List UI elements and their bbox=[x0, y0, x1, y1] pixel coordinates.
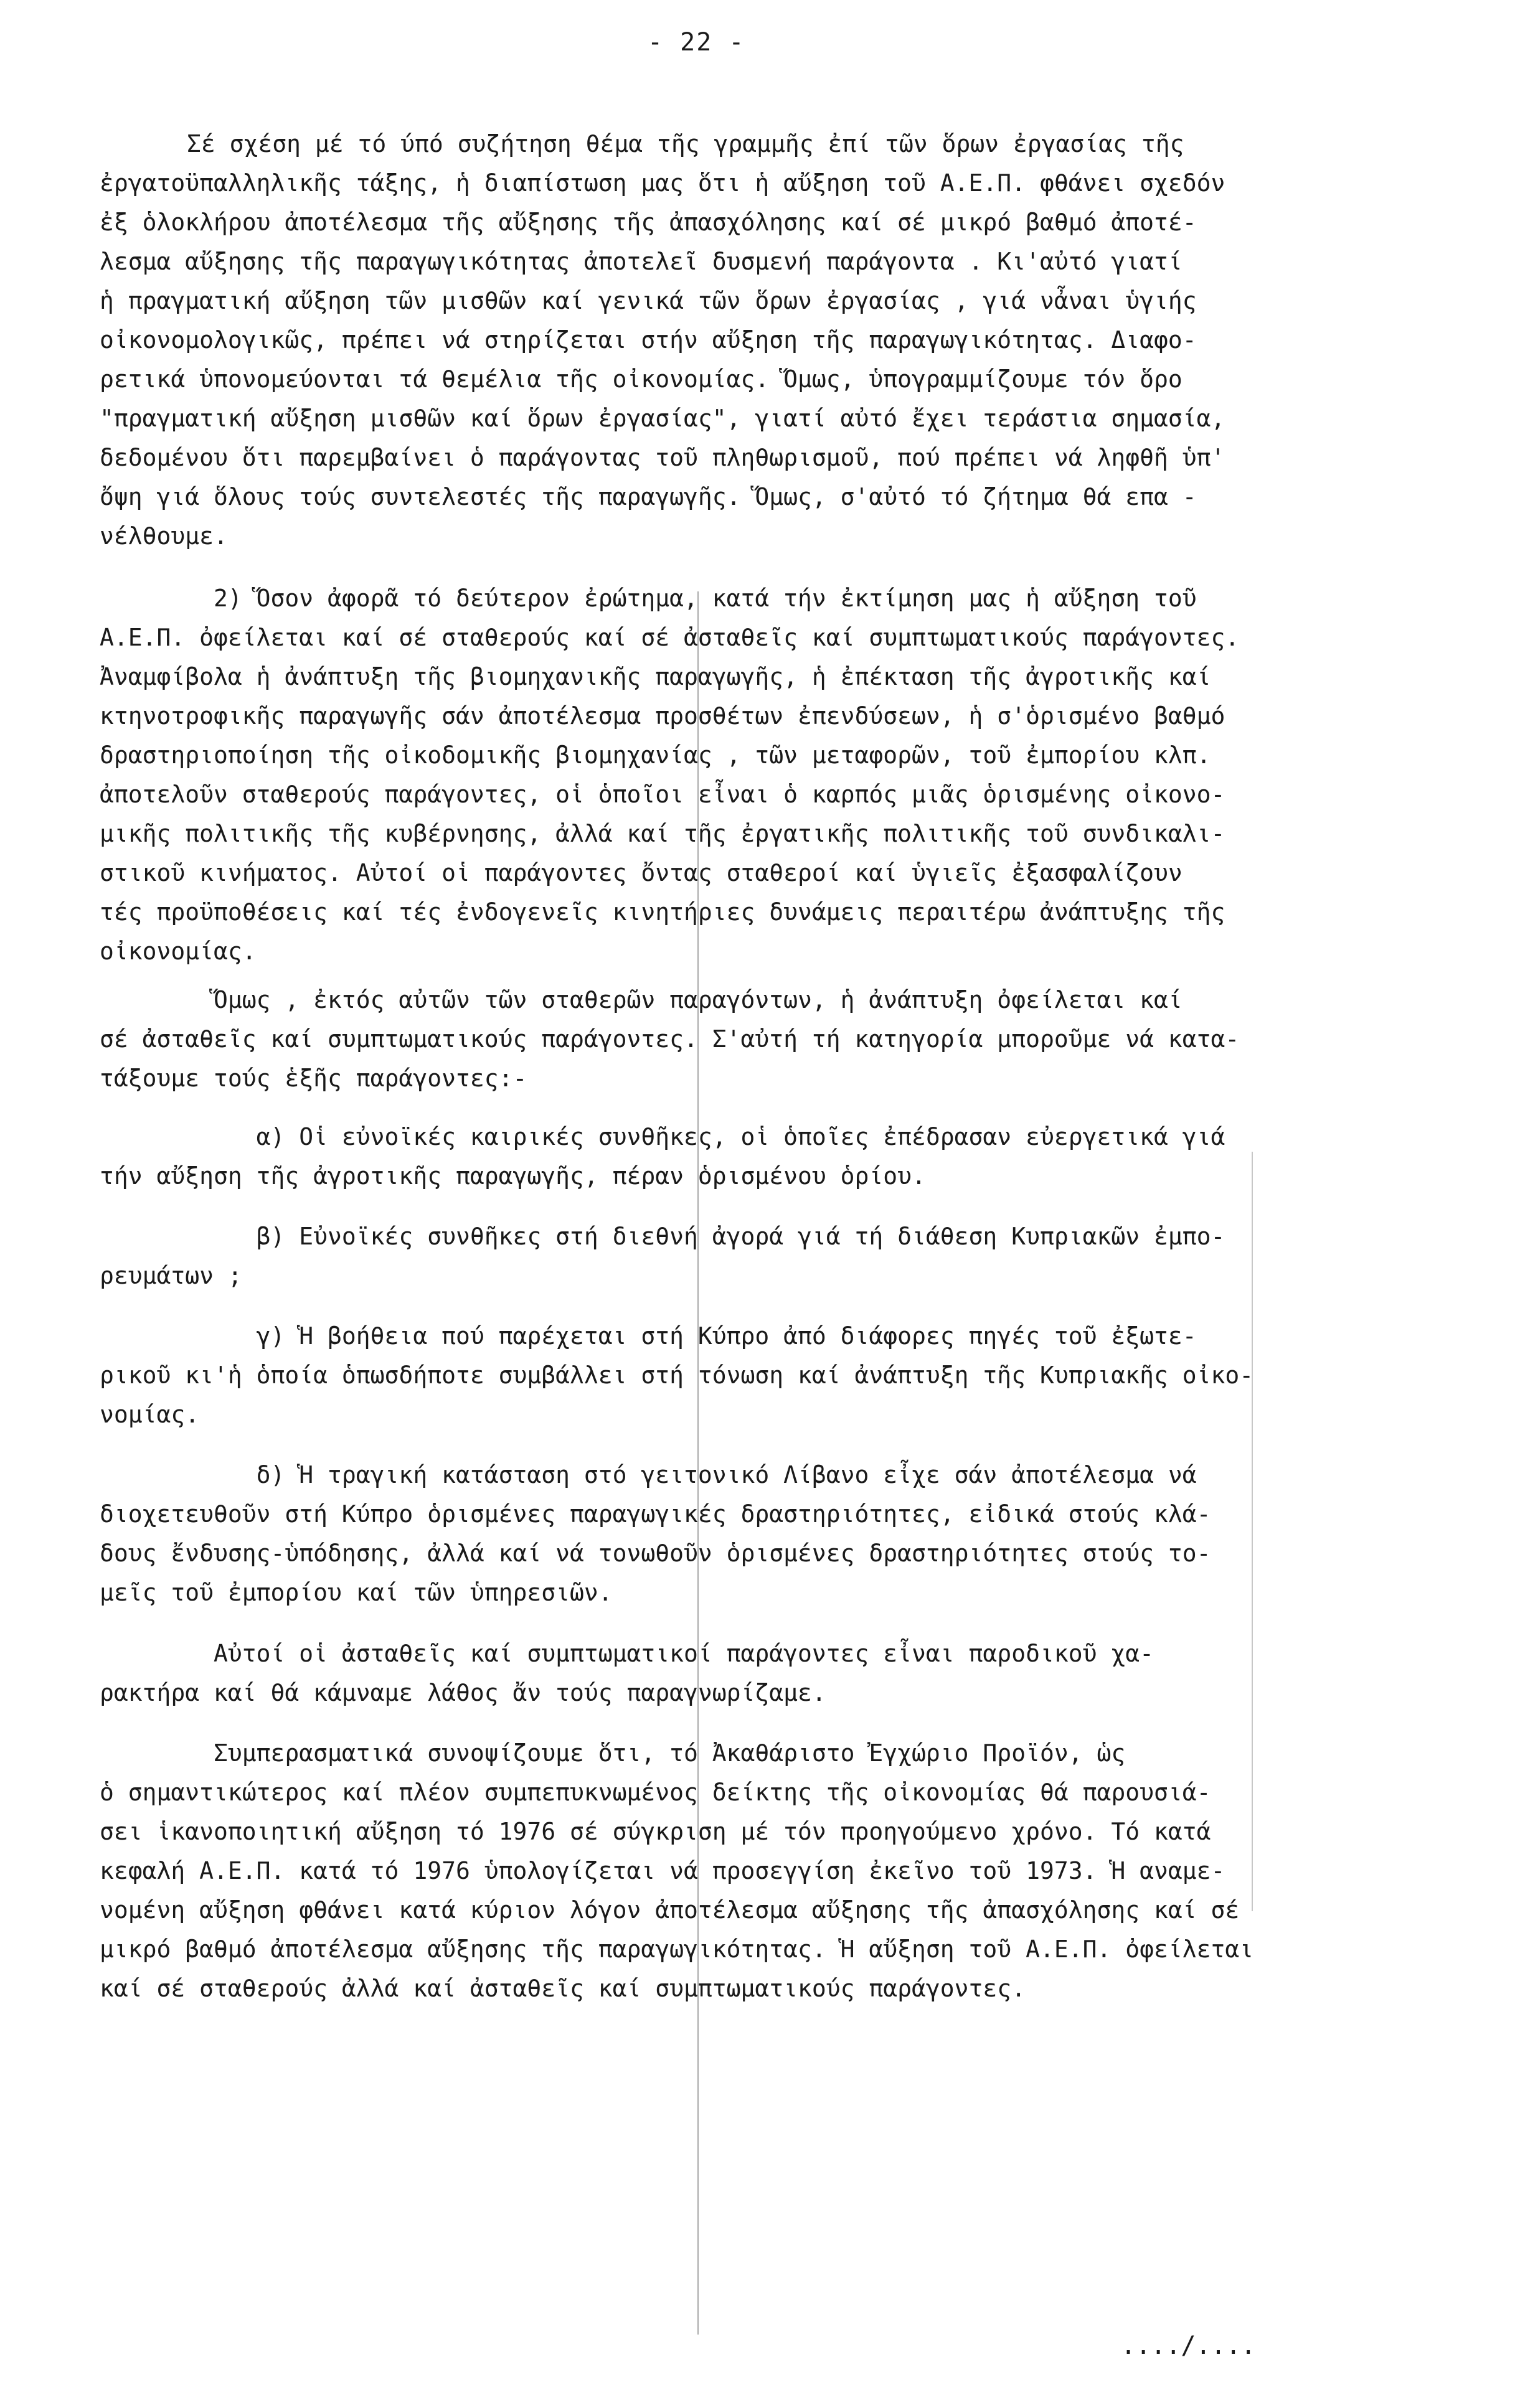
margin-rule-right bbox=[1252, 1152, 1253, 1911]
text-line: α) Οἱ εὐνοϊκές καιρικές συνθῆκες, οἱ ὁποῖες ἐπέδρασαν εὐεργετικά γιά bbox=[100, 1123, 1225, 1150]
text-line: μικῆς πολιτικῆς τῆς κυβέρνησης, ἀλλά καί τῆς ἐργατικῆς πολιτικῆς τοῦ συνδικαλι- bbox=[100, 820, 1225, 847]
text-line: ρικοῦ κι'ἡ ὁποία ὁπωσδήποτε συμβάλλει στή τόνωση καί ἀνάπτυξη τῆς Κυπριακῆς οἰκο- bbox=[100, 1362, 1254, 1389]
text-line: διοχετευθοῦν στή Κύπρο ὁρισμένες παραγωγικές δραστηριότητες, εἰδικά στούς κλά- bbox=[100, 1500, 1211, 1528]
text-line: Ὅμως , ἐκτός αὐτῶν τῶν σταθερῶν παραγόντων, ἡ ἀνάπτυξη ὀφείλεται καί bbox=[100, 986, 1182, 1014]
text-line: καί σέ σταθερούς ἀλλά καί ἀσταθεῖς καί συμπτωματικούς παράγοντες. bbox=[100, 1975, 1026, 2002]
text-line: τές προϋποθέσεις καί τές ἐνδογενεῖς κινητήριες δυνάμεις περαιτέρω ἀνάπτυξης τῆς bbox=[100, 898, 1225, 926]
text-line: νέλθουμε. bbox=[100, 522, 228, 550]
text-line: ρευμάτων ; bbox=[100, 1262, 242, 1289]
text-line: Αὐτοί οἱ ἀσταθεῖς καί συμπτωματικοί παράγοντες εἶναι παροδικοῦ χα- bbox=[100, 1640, 1154, 1667]
text-line: ὄψη γιά ὅλους τούς συντελεστές τῆς παραγωγῆς. Ὅμως, σ'αὐτό τό ζήτημα θά επα - bbox=[100, 483, 1197, 510]
text-line: νομίας. bbox=[100, 1401, 200, 1428]
text-line: δους ἔνδυσης-ὑπόδησης, ἀλλά καί νά τονωθοῦν ὁρισμένες δραστηριότητες στούς το- bbox=[100, 1540, 1211, 1567]
text-line: ἡ πραγματική αὔξηση τῶν μισθῶν καί γενικά τῶν ὅρων ἐργασίας , γιά νἆναι ὑγιής bbox=[100, 287, 1197, 314]
text-line: "πραγματική αὔξηση μισθῶν καί ὅρων ἐργασίας", γιατί αὐτό ἔχει τεράστια σημασία, bbox=[100, 405, 1225, 432]
page-number: - 22 - bbox=[648, 28, 745, 57]
text-line: νομένη αὔξηση φθάνει κατά κύριον λόγον ἀποτέλεσμα αὔξησης τῆς ἀπασχόλησης καί σέ bbox=[100, 1896, 1240, 1924]
text-line: κεφαλή Α.Ε.Π. κατά τό 1976 ὑπολογίζεται νά προσεγγίση ἐκεῖνο τοῦ 1973. Ἡ αναμε- bbox=[100, 1857, 1225, 1884]
text-line: ἀποτελοῦν σταθερούς παράγοντες, οἱ ὁποῖοι εἶναι ὁ καρπός μιᾶς ὁρισμένης οἰκονο- bbox=[100, 781, 1225, 808]
text-line: τήν αὔξηση τῆς ἀγροτικῆς παραγωγῆς, πέραν ὁρισμένου ὁρίου. bbox=[100, 1162, 926, 1190]
text-line: δραστηριοποίηση τῆς οἰκοδομικῆς βιομηχανίας , τῶν μεταφορῶν, τοῦ ἐμπορίου κλπ. bbox=[100, 741, 1211, 769]
text-line: κτηνοτροφικῆς παραγωγῆς σάν ἀποτέλεσμα προσθέτων ἐπενδύσεων, ἡ σ'ὁρισμένο βαθμό bbox=[100, 702, 1225, 730]
text-line: Σέ σχέση μέ τό ύπό συζήτηση θέμα τῆς γραμμῆς ἐπί τῶν ὅρων ἐργασίας τῆς bbox=[187, 130, 1184, 158]
text-line: μικρό βαθμό ἀποτέλεσμα αὔξησης τῆς παραγωγικότητας. Ἡ αὔξηση τοῦ Α.Ε.Π. ὀφείλεται bbox=[100, 1935, 1254, 1963]
text-line: ἐξ ὁλοκλήρου ἀποτέλεσμα τῆς αὔξησης τῆς ἀπασχόλησης καί σέ μικρό βαθμό ἀποτέ- bbox=[100, 209, 1197, 236]
text-line: οἰκονομίας. bbox=[100, 938, 257, 965]
text-line: β) Εὐνοϊκές συνθῆκες στή διεθνή ἀγορά γιά τή διάθεση Κυπριακῶν ἐμπο- bbox=[100, 1223, 1225, 1250]
text-line: Α.Ε.Π. ὀφείλεται καί σέ σταθερούς καί σέ ἀσταθεῖς καί συμπτωματικούς παράγοντες. bbox=[100, 624, 1240, 651]
text-line: σει ἱκανοποιητική αὔξηση τό 1976 σέ σύγκριση μέ τόν προηγούμενο χρόνο. Τό κατά bbox=[100, 1818, 1211, 1845]
text-line: Συμπερασματικά συνοψίζουμε ὅτι, τό Ἀκαθάριστο Ἐγχώριο Προϊόν, ὡς bbox=[100, 1739, 1126, 1767]
text-line: στικοῦ κινήματος. Αὐτοί οἱ παράγοντες ὄντας σταθεροί καί ὑγιεῖς ἐξασφαλίζουν bbox=[100, 859, 1182, 887]
text-line: 2) Ὅσον ἀφορᾶ τό δεύτερον ἐρώτημα, κατά τήν ἐκτίμηση μας ἡ αὔξηση τοῦ bbox=[100, 585, 1197, 612]
text-line: σέ ἀσταθεῖς καί συμπτωματικούς παράγοντες. Σ'αὐτή τή κατηγορία μποροῦμε νά κατα- bbox=[100, 1025, 1240, 1053]
text-line: οἰκονομολογικῶς, πρέπει νά στηρίζεται στήν αὔξηση τῆς παραγωγικότητας. Διαφο- bbox=[100, 326, 1197, 354]
text-line: δ) Ἡ τραγική κατάσταση στό γειτονικό Λίβανο εἶχε σάν ἀποτέλεσμα νά bbox=[100, 1461, 1197, 1489]
text-line: ὁ σημαντικώτερος καί πλέον συμπεπυκνωμένος δείκτης τῆς οἰκονομίας θά παρουσιά- bbox=[100, 1779, 1211, 1806]
text-line: ρακτήρα καί θά κάμναμε λάθος ἄν τούς παραγνωρίζαμε. bbox=[100, 1679, 826, 1706]
text-line: δεδομένου ὅτι παρεμβαίνει ὁ παράγοντας τοῦ πληθωρισμοῦ, πού πρέπει νά ληφθῆ ὑπ' bbox=[100, 444, 1225, 471]
text-line: ρετικά ὑπονομεύονται τά θεμέλια τῆς οἰκονομίας. Ὅμως, ὑπογραμμίζουμε τόν ὅρο bbox=[100, 365, 1182, 393]
text-line: λεσμα αὔξησης τῆς παραγωγικότητας ἀποτελεῖ δυσμενή παράγοντα . Κι'αὐτό γιατί bbox=[100, 248, 1182, 275]
text-line: γ) Ἡ βοήθεια πού παρέχεται στή Κύπρο ἀπό διάφορες πηγές τοῦ ἐξωτε- bbox=[100, 1322, 1197, 1350]
text-line: Ἀναμφίβολα ἡ ἀνάπτυξη τῆς βιομηχανικῆς παραγωγῆς, ἡ ἐπέκταση τῆς ἀγροτικῆς καί bbox=[100, 663, 1211, 690]
text-line: ἐργατοϋπαλληλικῆς τάξης, ἡ διαπίστωση μας ὅτι ἡ αὔξηση τοῦ Α.Ε.Π. φθάνει σχεδόν bbox=[100, 169, 1225, 197]
continuation-mark: ..../.... bbox=[1121, 2331, 1256, 2360]
text-line: τάξουμε τούς ἑξῆς παράγοντες:- bbox=[100, 1065, 527, 1092]
text-line: μεῖς τοῦ ἐμπορίου καί τῶν ὑπηρεσιῶν. bbox=[100, 1579, 613, 1606]
